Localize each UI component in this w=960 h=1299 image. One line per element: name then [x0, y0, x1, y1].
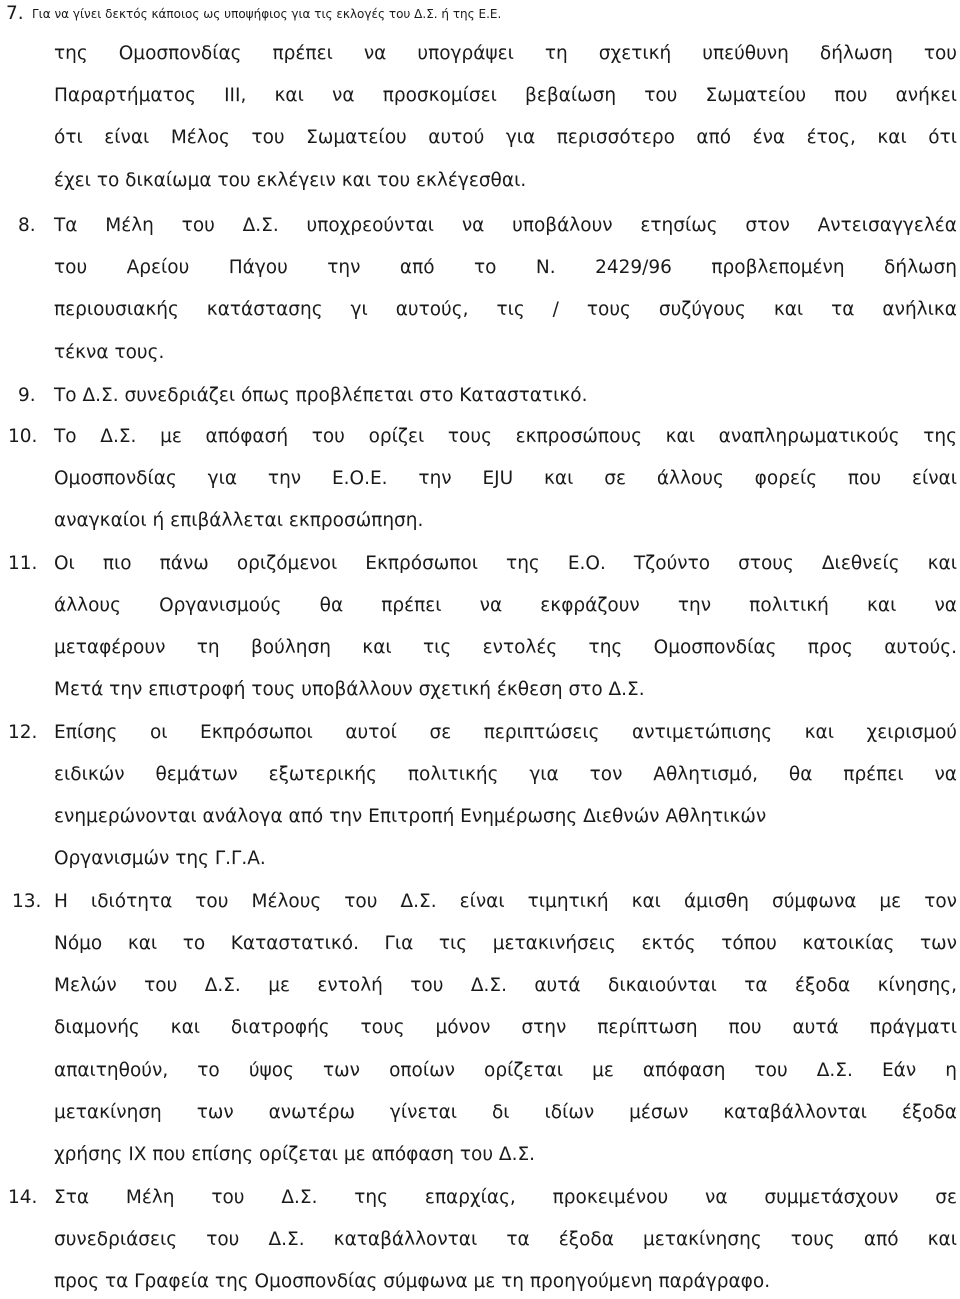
- paragraph-line: [0, 759, 960, 791]
- paragraph-line: [0, 801, 960, 833]
- paragraph-text: έχει το δικαίωμα του εκλέγειν και του εκλέγεσθαι.: [54, 170, 527, 191]
- paragraph-text: Μελών του Δ.Σ. με εντολή του Δ.Σ. αυτά δικαιούνται τα έξοδα κίνησης,: [54, 975, 957, 996]
- paragraph-text: διαμονής και διατροφής τους μόνον στην περίπτωση που αυτά πράγματι: [54, 1017, 957, 1038]
- paragraph-line: [0, 674, 960, 706]
- paragraph-text: συνεδριάσεις του Δ.Σ. καταβάλλονται τα έξοδα μετακίνησης τους από και: [54, 1229, 957, 1250]
- paragraph-line: [0, 548, 960, 580]
- paragraph-text: περιουσιακής κατάστασης γι αυτούς, τις / τους συζύγους και τα ανήλικα: [54, 299, 957, 320]
- item-number: 7.: [6, 3, 24, 24]
- paragraph-text: Το Δ.Σ. με απόφασή του ορίζει τους εκπροσώπους και αναπληρωματικούς της: [54, 426, 957, 447]
- paragraph-text: αναγκαίοι ή επιβάλλεται εκπροσώπηση.: [54, 510, 424, 531]
- paragraph-line: [0, 165, 960, 197]
- item-number: 11.: [8, 553, 38, 574]
- paragraph-line: [0, 210, 960, 242]
- paragraph-line: [0, 463, 960, 495]
- paragraph-text: Ομοσπονδίας για την Ε.Ο.Ε. την EJU και σε άλλους φορείς που είναι: [54, 468, 957, 489]
- paragraph-line: [0, 886, 960, 918]
- paragraph-line: [0, 80, 960, 112]
- item-number: 12.: [8, 722, 38, 743]
- paragraph-line: [0, 1139, 960, 1171]
- paragraph-line: [0, 252, 960, 284]
- paragraph-text: Νόμο και το Καταστατικό. Για τις μετακινήσεις εκτός τόπου κατοικίας των: [54, 933, 957, 954]
- paragraph-text: ενημερώνονται ανάλογα από την Επιτροπή Ενημέρωσης Διεθνών Αθλητικών: [54, 806, 767, 827]
- paragraph-text: Μετά την επιστροφή τους υποβάλλουν σχετική έκθεση στο Δ.Σ.: [54, 679, 645, 700]
- paragraph-line: [0, 294, 960, 326]
- paragraph-line: [0, 590, 960, 622]
- paragraph-line: [0, 1182, 960, 1214]
- paragraph-text: Η ιδιότητα του Μέλους του Δ.Σ. είναι τιμητική και άμισθη σύμφωνα με τον: [54, 891, 957, 912]
- paragraph-line: [0, 632, 960, 664]
- paragraph-text: του Αρείου Πάγου την από το Ν. 2429/96 προβλεπομένη δήλωση: [54, 257, 957, 278]
- paragraph-text: Στα Μέλη του Δ.Σ. της επαρχίας, προκειμένου να συμμετάσχουν σε: [54, 1187, 957, 1208]
- paragraph-line: [0, 122, 960, 154]
- paragraph-text: Παραρτήματος ΙΙΙ, και να προσκομίσει βεβαίωση του Σωματείου που ανήκει: [54, 85, 957, 106]
- paragraph-text: απαιτηθούν, το ύψος των οποίων ορίζεται με απόφαση του Δ.Σ. Εάν η: [54, 1060, 957, 1081]
- paragraph-line: [0, 38, 960, 70]
- paragraph-line: [0, 717, 960, 749]
- item-number: 8.: [18, 215, 36, 236]
- paragraph-line: [0, 337, 960, 369]
- paragraph-line: [0, 843, 960, 875]
- item-number: 9.: [18, 385, 36, 406]
- paragraph-text: ειδικών θεμάτων εξωτερικής πολιτικής για τον Αθλητισμό, θα πρέπει να: [54, 764, 957, 785]
- paragraph-text: Οργανισμών της Γ.Γ.Α.: [54, 848, 266, 869]
- paragraph-text: μετακίνηση των ανωτέρω γίνεται δι ιδίων μέσων καταβάλλονται έξοδα: [54, 1102, 957, 1123]
- paragraph-text: ότι είναι Μέλος του Σωματείου αυτού για περισσότερο από ένα έτος, και ότι: [54, 127, 957, 148]
- paragraph-line: [0, 928, 960, 960]
- paragraph-text: μεταφέρουν τη βούληση και τις εντολές της Ομοσπονδίας προς αυτούς.: [54, 637, 957, 658]
- paragraph-text: Το Δ.Σ. συνεδριάζει όπως προβλέπεται στο Καταστατικό.: [54, 385, 588, 406]
- item-number: 14.: [8, 1187, 38, 1208]
- paragraph-line: [0, 1055, 960, 1087]
- paragraph-text: τέκνα τους.: [54, 342, 165, 363]
- paragraph-text: χρήσης ΙΧ που επίσης ορίζεται με απόφαση του Δ.Σ.: [54, 1144, 536, 1165]
- paragraph-line: [0, 1097, 960, 1129]
- item-number: 10.: [8, 426, 38, 447]
- paragraph-line: [0, 1012, 960, 1044]
- paragraph-line: [0, 970, 960, 1002]
- item-number: 13.: [12, 891, 42, 912]
- paragraph-line: [0, 0, 960, 30]
- paragraph-text: Οι πιο πάνω οριζόμενοι Εκπρόσωποι της Ε.Ο. Τζούντο στους Διεθνείς και: [54, 553, 957, 574]
- paragraph-line: [0, 421, 960, 453]
- paragraph-line: [0, 1224, 960, 1256]
- paragraph-text: Επίσης οι Εκπρόσωποι αυτοί σε περιπτώσεις αντιμετώπισης και χειρισμού: [54, 722, 957, 743]
- paragraph-text: της Ομοσπονδίας πρέπει να υπογράψει τη σχετική υπεύθυνη δήλωση του: [54, 43, 957, 64]
- paragraph-line: [0, 380, 960, 412]
- paragraph-text: Τα Μέλη του Δ.Σ. υποχρεούνται να υποβάλουν ετησίως στον Αντεισαγγελέα: [54, 215, 957, 236]
- paragraph-line: [0, 505, 960, 537]
- paragraph-text: προς τα Γραφεία της Ομοσπονδίας σύμφωνα με τη προηγούμενη παράγραφο.: [54, 1271, 771, 1292]
- paragraph-text: άλλους Οργανισμούς θα πρέπει να εκφράζουν την πολιτική και να: [54, 595, 957, 616]
- paragraph-text: Για να γίνει δεκτός κάποιος ως υποψήφιος για τις εκλογές του Δ.Σ. ή της Ε.Ε.: [32, 7, 502, 21]
- paragraph-line: [0, 1266, 960, 1298]
